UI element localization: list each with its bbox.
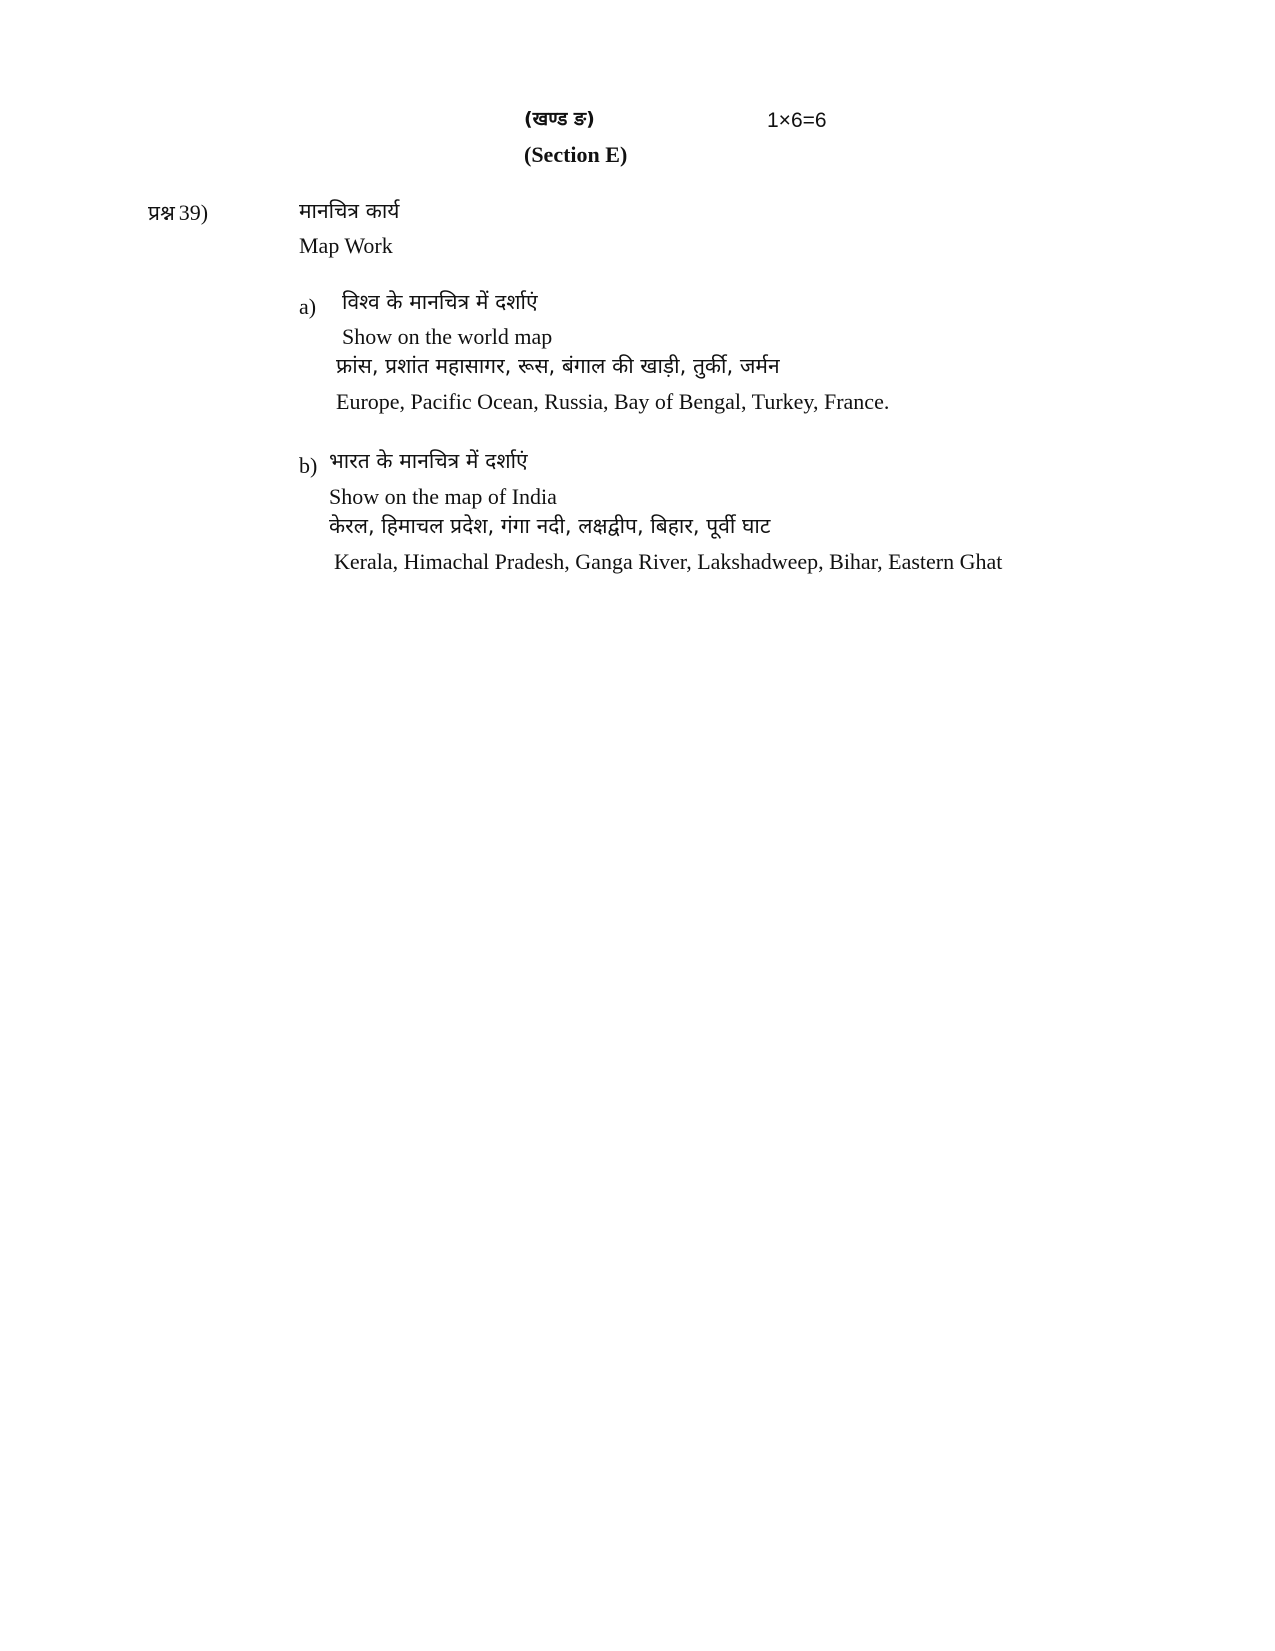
part-a-instruction-hindi: विश्व के मानचित्र में दर्शाएं xyxy=(342,290,538,314)
part-a-items-hindi: फ्रांस, प्रशांत महासागर, रूस, बंगाल की खाड़ी, तुर्की, जर्मन xyxy=(336,354,780,378)
question-number xyxy=(148,202,208,224)
question-title-hindi: मानचित्र कार्य xyxy=(299,199,400,223)
question-number-value: 39) xyxy=(178,200,209,225)
part-a-letter: a) xyxy=(299,294,317,319)
part-a-instruction-english: Show on the world map xyxy=(342,324,553,349)
part-a-items-english: Europe, Pacific Ocean, Russia, Bay of Bengal, Turkey, France. xyxy=(336,389,890,414)
part-b-instruction-english: Show on the map of India xyxy=(329,484,557,509)
question-title-english: Map Work xyxy=(299,233,393,258)
part-b-letter: b) xyxy=(299,453,318,478)
section-marks: 1×6=6 xyxy=(767,109,827,132)
part-b-instruction-hindi: भारत के मानचित्र में दर्शाएं xyxy=(329,449,528,473)
part-b-items-english: Kerala, Himachal Pradesh, Ganga River, Lakshadweep, Bihar, Eastern Ghat xyxy=(334,549,1003,574)
part-b-items-hindi: केरल, हिमाचल प्रदेश, गंगा नदी, लक्षद्वीप, बिहार, पूर्वी घाट xyxy=(329,514,771,538)
section-title-hindi: (खण्ड ङ) xyxy=(524,108,595,130)
section-title-english: (Section E) xyxy=(524,142,628,167)
question-label-hindi: प्रश्न xyxy=(148,201,175,225)
